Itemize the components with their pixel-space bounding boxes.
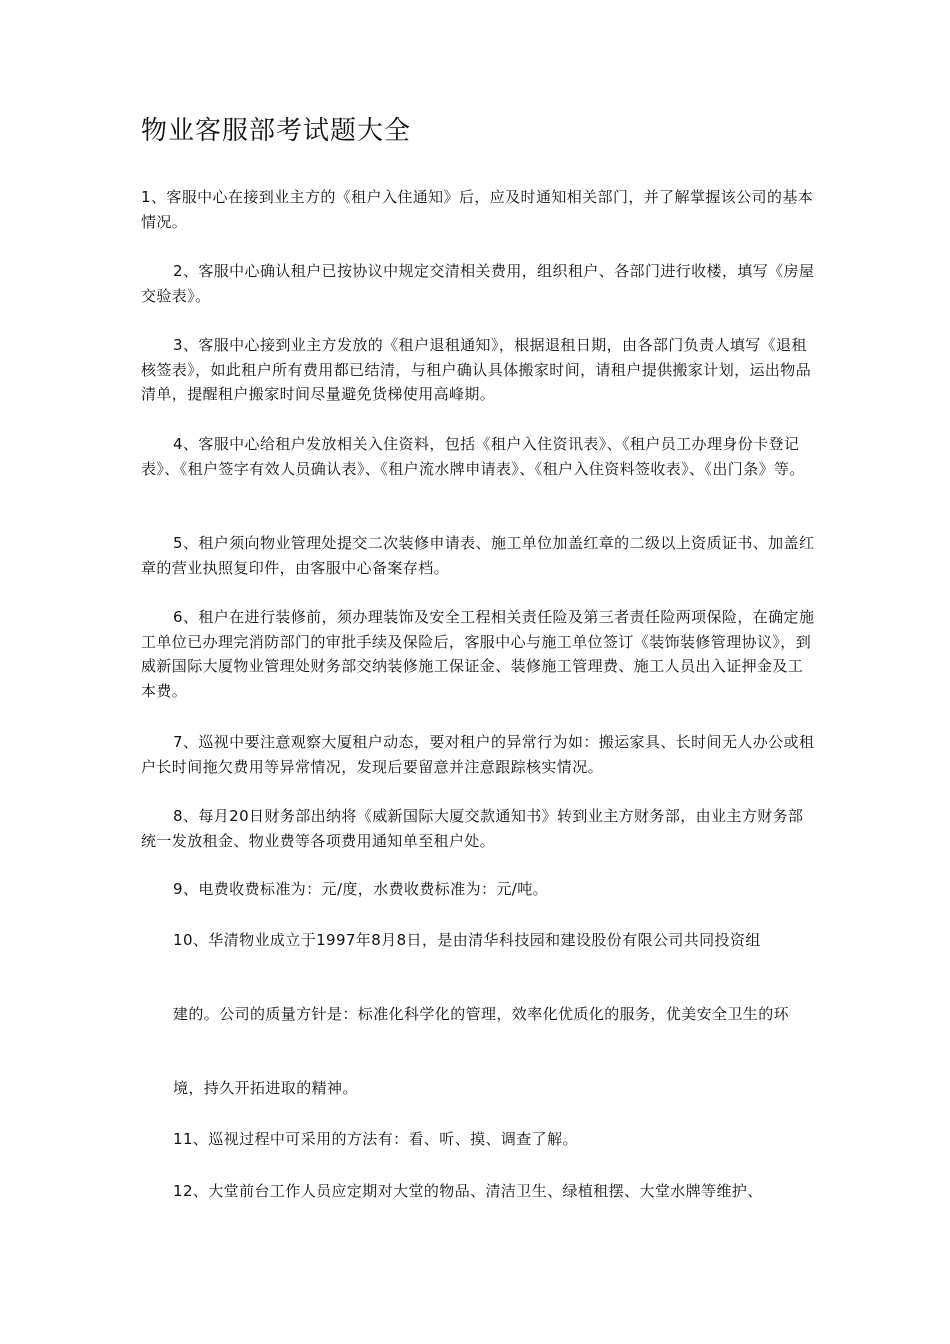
paragraph-10-end: 境，持久开拓进取的精神。 — [173, 1079, 358, 1097]
paragraph-6: 6、租户在进行装修前，须办理装饰及安全工程相关责任险及第三者责任险两项保险，在确定施工单位已办理完消防部门的审批手续及保险后，客服中心与施工单位签订《装饰装修管理协议》，到威新国际大厦物业管理处财务部交纳装修施工保证金、装修施工管理费、施工人员出入证押金及工本费。 — [141, 608, 815, 700]
paragraph-1: 1、客服中心在接到业主方的《租户入住通知》后，应及时通知相关部门，并了解掌握该公司的基本情况。 — [141, 188, 814, 231]
paragraph-2: 2、客服中心确认租户已按协议中规定交清相关费用，组织租户、各部门进行收楼，填写《房屋交验表》。 — [141, 262, 815, 305]
paragraph-3: 3、客服中心接到业主方发放的《租户退租通知》，根据退租日期，由各部门负责人填写《退租核签表》，如此租户所有费用都已结清，与租户确认具体搬家时间，请租户提供搬家计划，运出物品清单，提醒租户搬家时间尽量避免货梯使用高峰期。 — [141, 336, 812, 403]
paragraph-10: 10、华清物业成立于1997年8月8日，是由清华科技园和建设股份有限公司共同投资组 — [173, 931, 761, 949]
paragraph-9: 9、电费收费标准为：元/度，水费收费标准为：元/吨。 — [173, 880, 549, 898]
paragraph-8: 8、每月20日财务部出纳将《威新国际大厦交款通知书》转到业主方财务部，由业主方财务部统一发放租金、物业费等各项费用通知单至租户处。 — [141, 807, 804, 850]
paragraph-12: 12、大堂前台工作人员应定期对大堂的物品、清洁卫生、绿植租摆、大堂水牌等维护、 — [173, 1182, 763, 1200]
paragraph-11: 11、巡视过程中可采用的方法有：看、听、摸、调查了解。 — [173, 1130, 578, 1148]
paragraph-10-continued: 建的。公司的质量方针是：标准化科学化的管理，效率化优质化的服务，优美安全卫生的环 — [173, 1005, 790, 1023]
paragraph-7: 7、巡视中要注意观察大厦租户动态，要对租户的异常行为如：搬运家具、长时间无人办公或租户长时间拖欠费用等异常情况，发现后要留意并注意跟踪核实情况。 — [141, 733, 815, 776]
paragraph-5: 5、租户须向物业管理处提交二次装修申请表、施工单位加盖红章的二级以上资质证书、加盖红章的营业执照复印件，由客服中心备案存档。 — [141, 534, 815, 577]
document-title: 物业客服部考试题大全 — [141, 116, 412, 146]
paragraph-4: 4、客服中心给租户发放相关入住资料，包括《租户入住资讯表》、《租户员工办理身份卡登记表》、《租户签字有效人员确认表》、《租户流水牌申请表》、《租户入住资料签收表》、《出门条》等。 — [141, 435, 805, 478]
